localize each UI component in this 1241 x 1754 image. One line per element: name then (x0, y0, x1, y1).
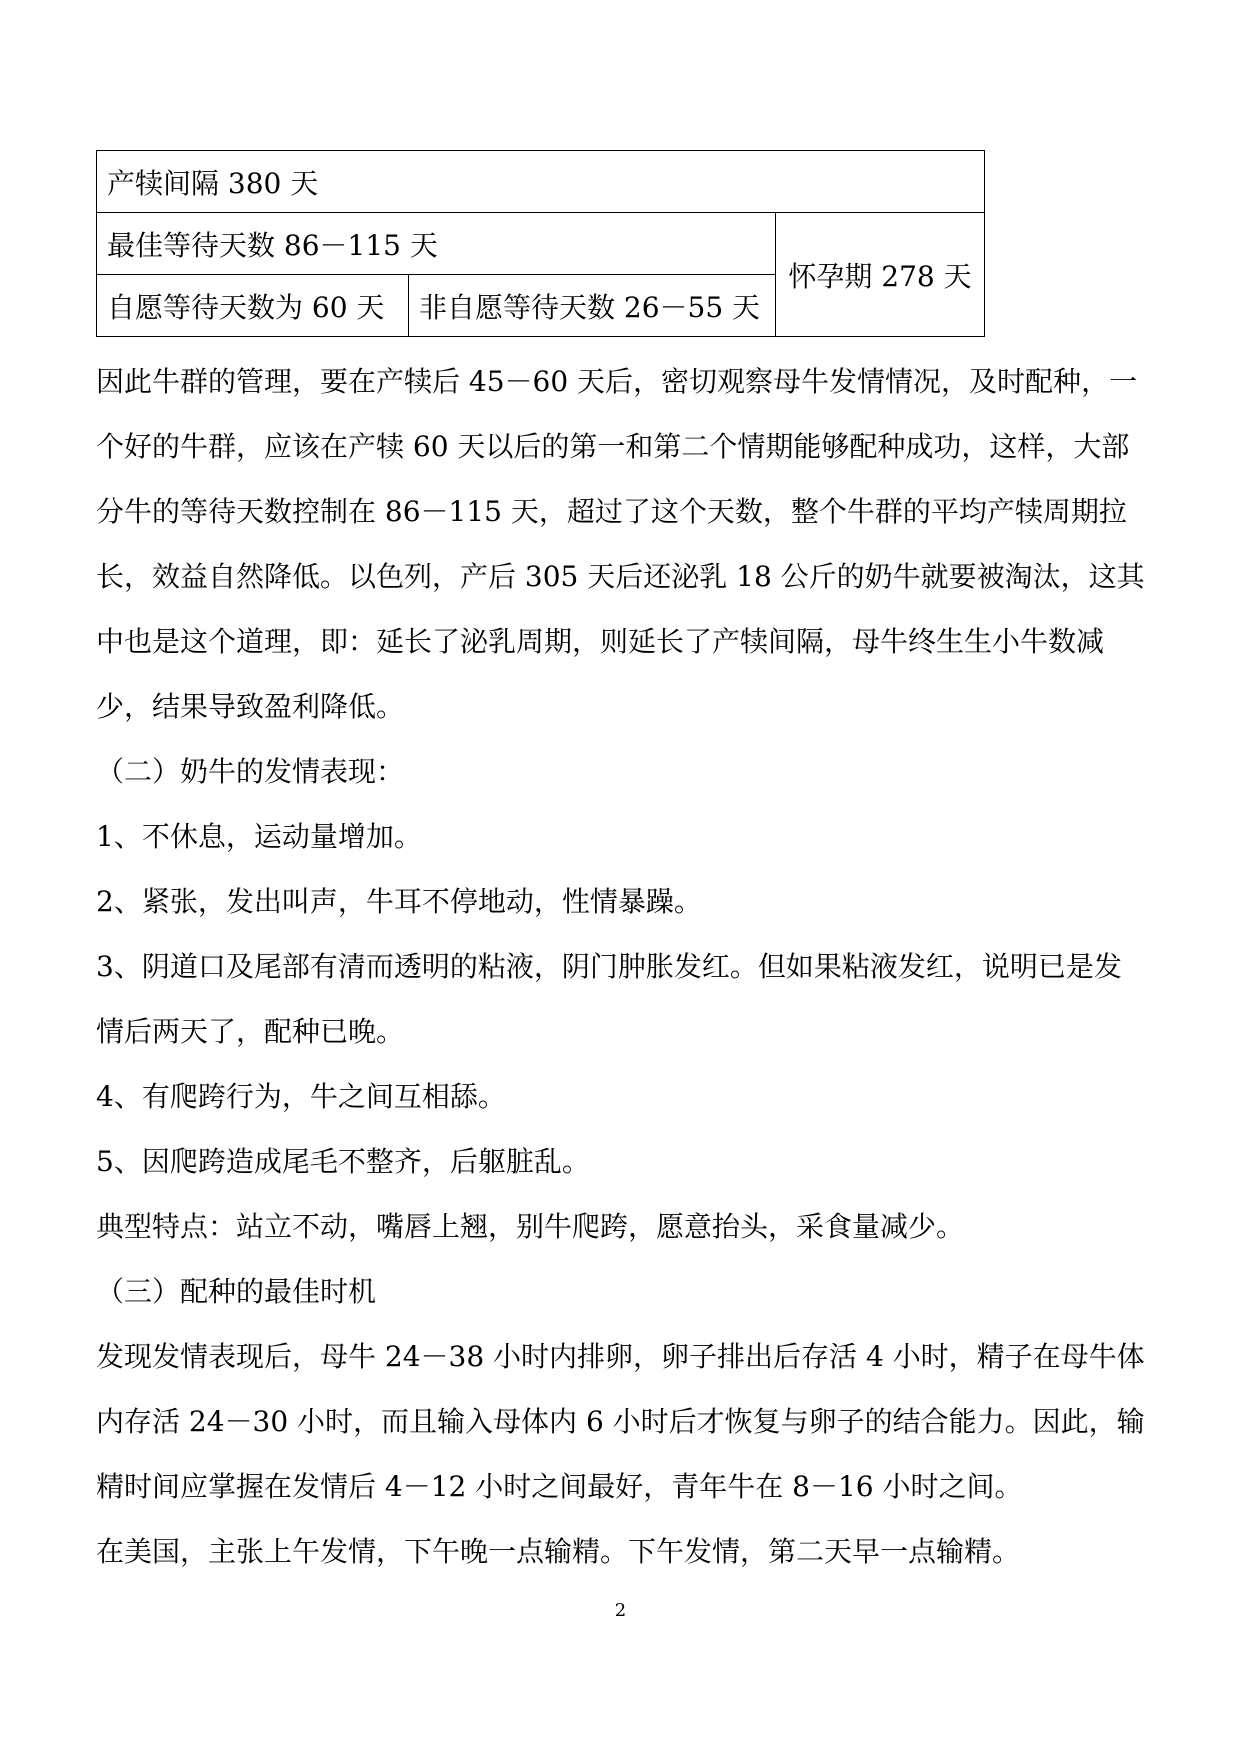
table-row (97, 151, 985, 213)
optimal-waiting-days-cell: 最佳等待天数 86－115 天 (97, 213, 776, 275)
body-text (96, 349, 1146, 1584)
paragraph-herd-management: 因此牛群的管理，要在产犊后 45－60 天后，密切观察母牛发情情况，及时配种，一个好的牛群，应该在产犊 60 天以后的第一和第二个情期能够配种成功，这样，大部分牛的等待天数控制在 86－115 天，超过了这个天数，整个牛群的平均产犊周期拉长，效益自然降低。以色列，产后 305 天后还泌乳 18 公斤的奶牛就要被淘汰，这其中也是这个道理，即：延长了泌乳周期，则延长了产犊间隔，母牛终生生小牛数减少，结果导致盈利降低。 (96, 365, 1145, 723)
paragraph-typical-features: 典型特点：站立不动，嘴唇上翘，别牛爬跨，愿意抬头，采食量减少。 (96, 1210, 965, 1243)
table-row (97, 213, 985, 275)
list-item: 5、因爬跨造成尾毛不整齐，后躯脏乱。 (96, 1145, 590, 1178)
list-item: 2、紧张，发出叫声，牛耳不停地动，性情暴躁。 (96, 885, 702, 918)
list-item: 1、不休息，运动量增加。 (96, 820, 422, 853)
involuntary-waiting-days-cell: 非自愿等待天数 26－55 天 (409, 275, 776, 337)
page-number: 2 (614, 1600, 627, 1621)
paragraph-ovulation-timing: 发现发情表现后，母牛 24－38 小时内排卵，卵子排出后存活 4 小时，精子在母牛体内存活 24－30 小时，而且输入母体内 6 小时后才恢复与卵子的结合能力。因此，输精时间应掌握在发情后 4－12 小时之间最好，青年牛在 8－16 小时之间。 (96, 1340, 1145, 1503)
paragraph-us-practice: 在美国，主张上午发情，下午晚一点输精。下午发情，第二天早一点输精。 (96, 1535, 1021, 1568)
page-body (96, 150, 1146, 1584)
list-item: 4、有爬跨行为，牛之间互相舔。 (96, 1080, 506, 1113)
heading-best-breeding-time: （三）配种的最佳时机 (96, 1275, 377, 1308)
calving-interval-table (96, 150, 985, 337)
voluntary-waiting-days-cell: 自愿等待天数为 60 天 (97, 275, 409, 337)
gestation-period-cell: 怀孕期 278 天 (776, 213, 985, 337)
list-item: 3、阴道口及尾部有清而透明的粘液，阴门肿胀发红。但如果粘液发红，说明已是发情后两天了，配种已晚。 (96, 950, 1122, 1048)
calving-interval-cell: 产犊间隔 380 天 (97, 151, 985, 213)
heading-estrus-signs: （二）奶牛的发情表现： (96, 755, 405, 788)
